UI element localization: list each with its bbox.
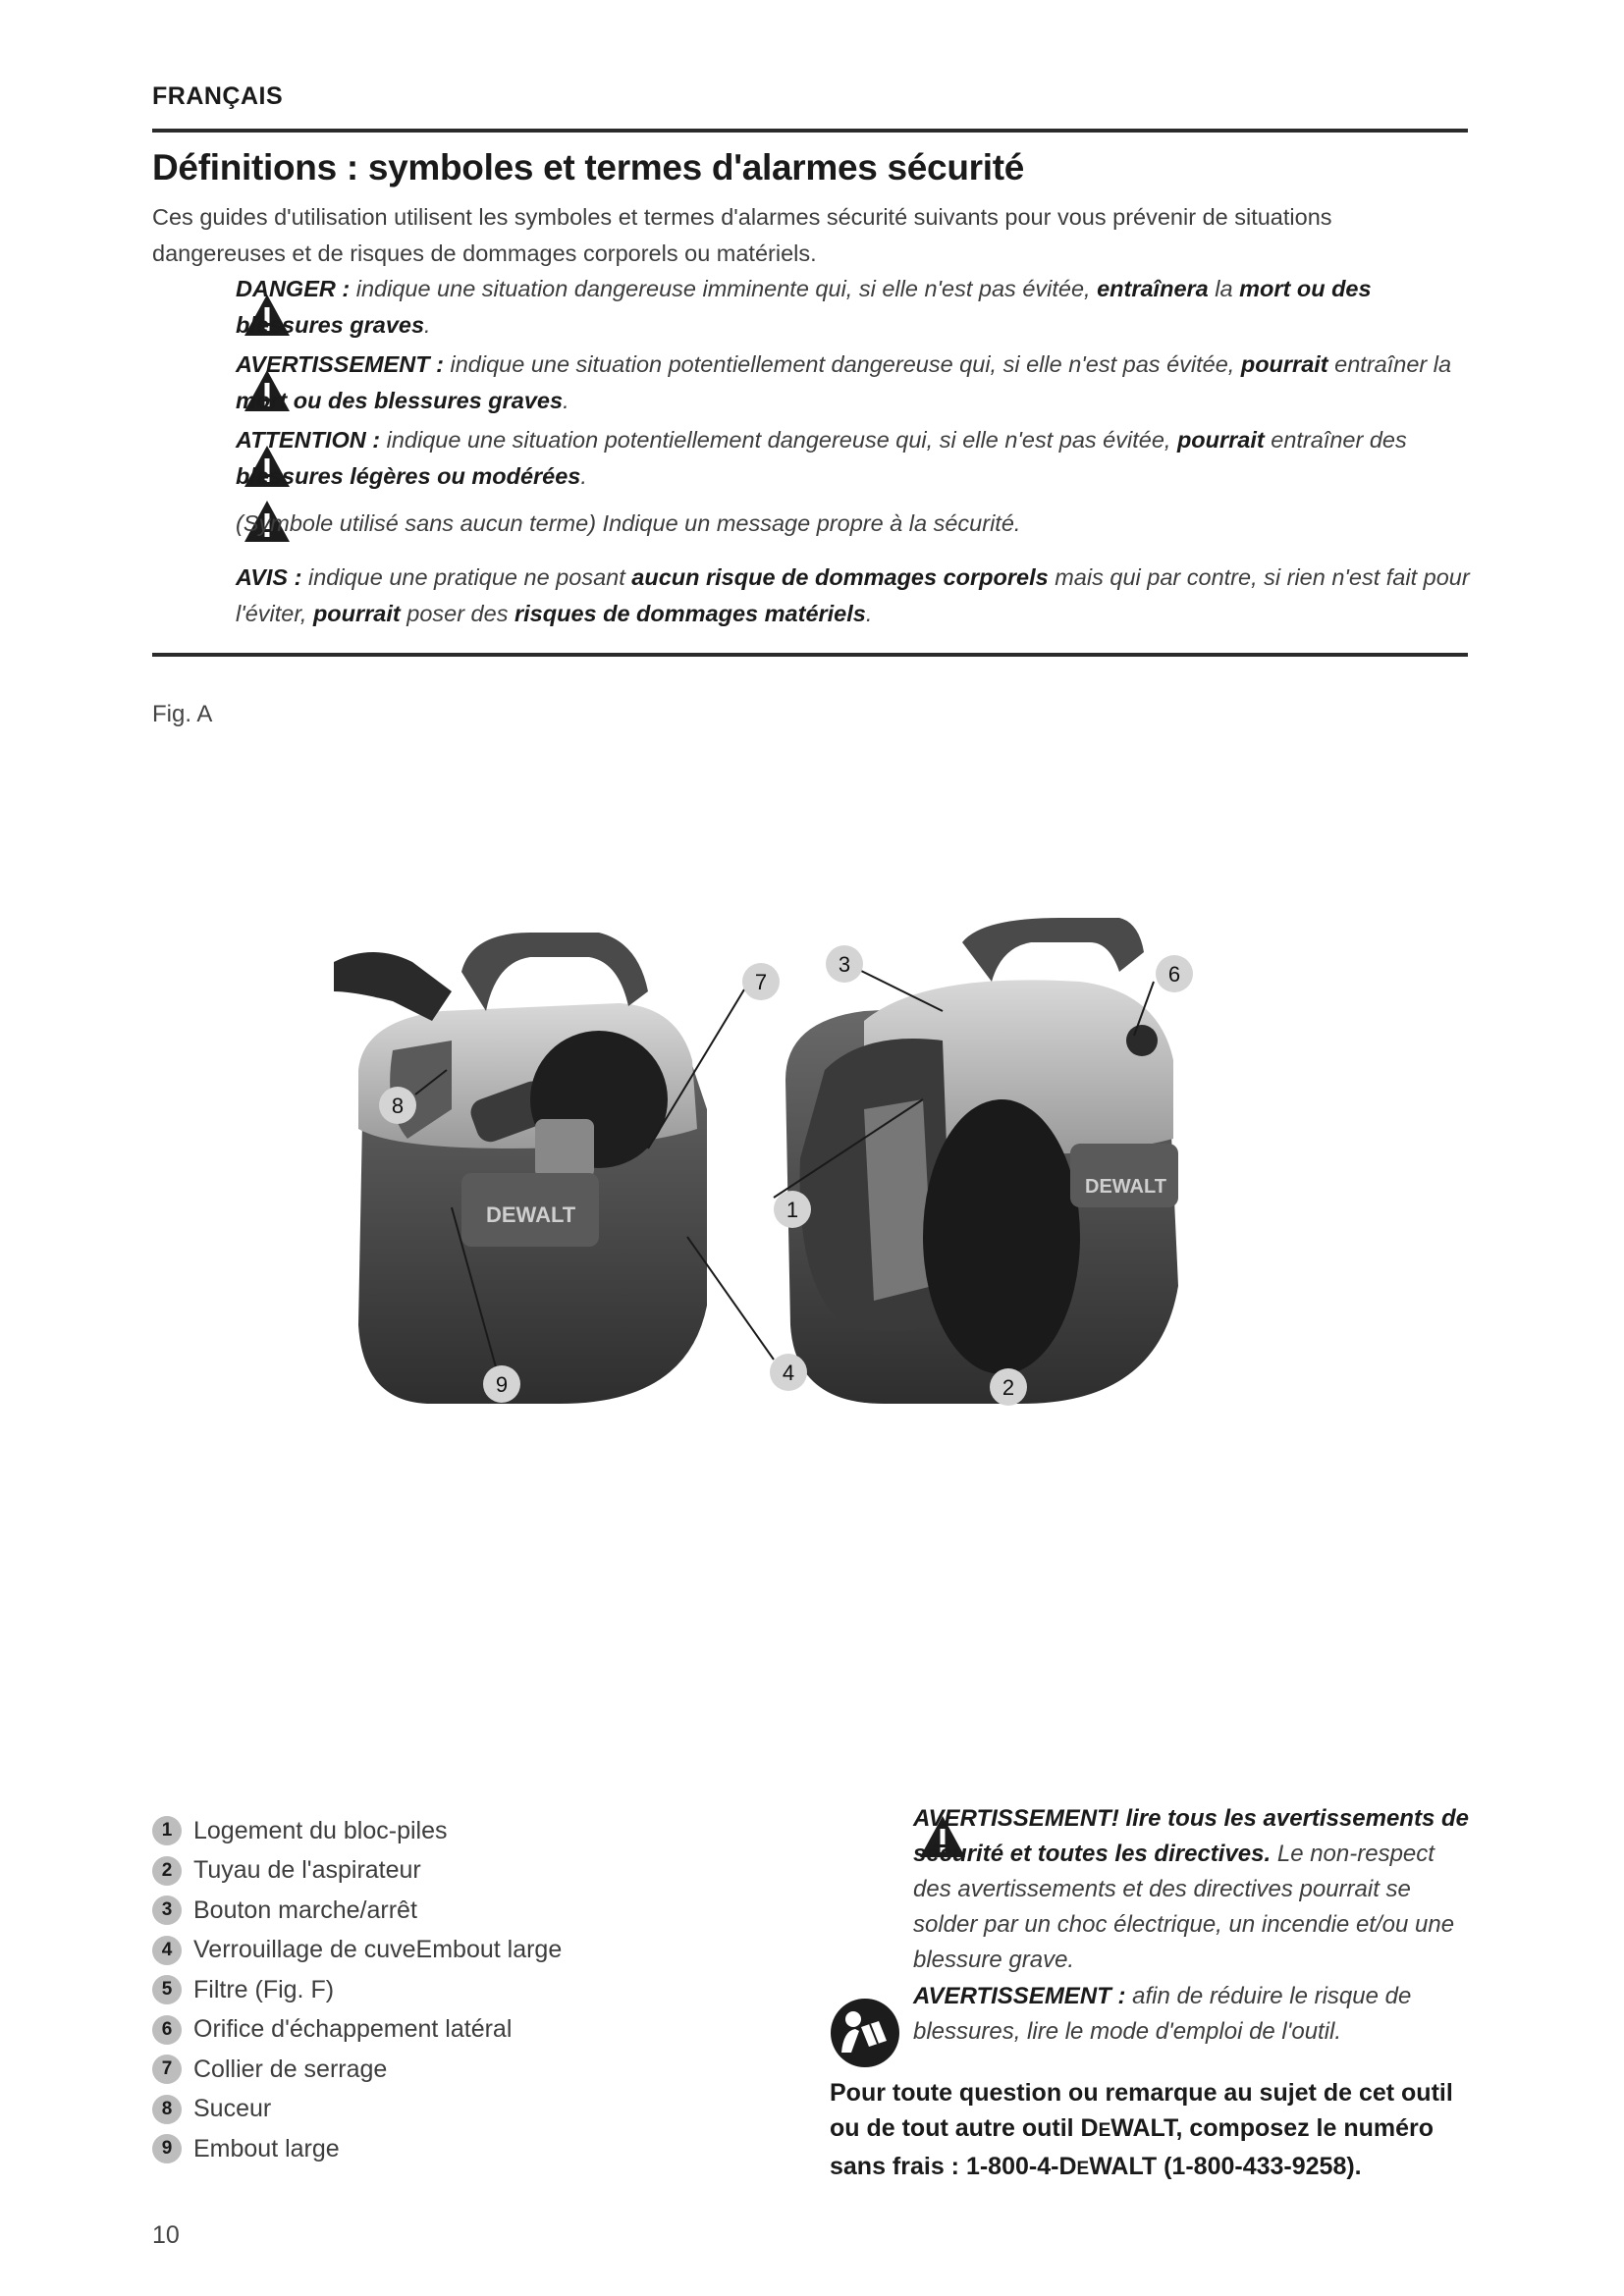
attention-term: ATTENTION : <box>236 427 381 453</box>
figure-label: Fig. A <box>152 701 213 727</box>
danger-term: DANGER : <box>236 276 351 301</box>
legend-label: Filtre (Fig. F) <box>193 1975 335 2003</box>
legend-number: 8 <box>152 2095 182 2124</box>
avertissement-end: . <box>563 388 569 413</box>
legend-number: 9 <box>152 2134 182 2163</box>
right-brand-text: DEWALT <box>1085 1176 1166 1198</box>
intro-paragraph <box>152 199 1448 272</box>
legend-label: Embout large <box>193 2134 340 2163</box>
list-item <box>152 1851 562 1892</box>
legend-number: 3 <box>152 1896 182 1925</box>
svg-text:3: 3 <box>838 952 851 977</box>
definition-danger <box>236 271 1473 344</box>
callout-6 <box>1156 955 1193 992</box>
danger-text-2: la <box>1208 276 1240 301</box>
contact-line-2a: ou de tout autre outil D <box>830 2114 1099 2142</box>
page-number: 10 <box>152 2221 180 2249</box>
avertissement-term: AVERTISSEMENT : <box>236 351 444 377</box>
avis-term: AVIS : <box>236 564 302 590</box>
danger-end: . <box>424 312 431 338</box>
legend-label: Tuyau de l'aspirateur <box>193 1856 421 1885</box>
read-all-line-2: Le non-respect <box>1271 1841 1435 1867</box>
contact-line-1: Pour toute question ou remarque au sujet de cet outil <box>830 2079 1453 2107</box>
legend-label: Bouton marche/arrêt <box>193 1896 417 1924</box>
danger-bold-3: blessures graves <box>236 312 425 338</box>
read-all-line-3: des avertissements et des directives pourrait se <box>913 1876 1411 1902</box>
callout-2 <box>990 1368 1027 1406</box>
avis-text-4: poser des <box>400 601 514 626</box>
manual-warning-line-1: afin de réduire le risque de <box>1125 1983 1412 2009</box>
attention-bold-2: blessures légères ou modérées <box>236 463 581 489</box>
avertissement-text-2: entraîner la <box>1327 351 1452 377</box>
legend-label: Collier de serrage <box>193 2055 388 2083</box>
read-all-line-2-bold: sécurité et toutes les directives. <box>913 1841 1272 1867</box>
section-title: Définitions : symboles et termes d'alarmes sécurité <box>152 147 1025 187</box>
parts-legend <box>152 1811 562 2169</box>
manual-warning-line-2: blessures, lire le mode d'emploi de l'outil. <box>913 2018 1342 2045</box>
list-item <box>152 2129 562 2169</box>
definition-attention <box>236 422 1473 495</box>
svg-text:1: 1 <box>785 1198 799 1222</box>
callout-1 <box>774 1191 811 1228</box>
legend-label: Logement du bloc-piles <box>193 1816 448 1844</box>
contact-info <box>830 2075 1478 2187</box>
header-rule <box>152 129 1468 133</box>
attention-bold-1: pourrait <box>1176 427 1265 453</box>
manual-warning <box>913 1979 1483 2050</box>
contact-line-3-sc: E <box>1076 2159 1090 2179</box>
avis-bold-1: aucun risque de dommages corporels <box>631 564 1049 590</box>
list-item <box>152 2010 562 2051</box>
contact-line-3b: WALT (1-800-433-9258). <box>1089 2153 1362 2180</box>
avis-bold-2: pourrait <box>312 601 401 626</box>
read-all-warning <box>913 1801 1483 1978</box>
read-all-line-1: AVERTISSEMENT! lire tous les avertissements de <box>913 1805 1469 1832</box>
avis-text-2: mais qui par contre, si rien n'est fait pour <box>1048 564 1470 590</box>
list-item <box>152 1970 562 2010</box>
callout-3 <box>826 945 863 983</box>
list-item <box>152 1811 562 1851</box>
avis-text-3: l'éviter, <box>236 601 313 626</box>
language-label: FRANÇAIS <box>152 82 284 110</box>
attention-text-2: entraîner des <box>1264 427 1407 453</box>
list-item <box>152 2090 562 2130</box>
legend-number: 1 <box>152 1816 182 1845</box>
avis-text-1: indique une pratique ne posant <box>301 564 632 590</box>
list-item <box>152 1891 562 1931</box>
intro-line-1: Ces guides d'utilisation utilisent les symboles et termes d'alarmes sécurité suivants pour vous prévenir de situations <box>152 204 1332 230</box>
list-item <box>152 1931 562 1971</box>
avertissement-text-1: indique une situation potentiellement dangereuse qui, si elle n'est pas évitée, <box>443 351 1241 377</box>
callout-4 <box>770 1354 807 1391</box>
contact-line-2-sc: E <box>1098 2120 1111 2141</box>
svg-text:7: 7 <box>754 970 768 994</box>
contact-line-3a: sans frais : 1-800-4-D <box>830 2153 1077 2180</box>
left-vacuum-drawing <box>334 933 707 1404</box>
attention-end: . <box>580 463 587 489</box>
callout-7 <box>742 963 780 1000</box>
svg-text:8: 8 <box>391 1094 405 1118</box>
legend-label: Verrouillage de cuveEmbout large <box>193 1936 563 1964</box>
read-all-line-4: solder par un choc électrique, un incendie et/ou une <box>913 1911 1455 1938</box>
legend-number: 4 <box>152 1936 182 1965</box>
left-brand-text: DEWALT <box>486 1202 576 1227</box>
avertissement-bold-2: mort ou des blessures graves <box>236 388 564 413</box>
danger-text-1: indique une situation dangereuse imminente qui, si elle n'est pas évitée, <box>350 276 1098 301</box>
list-item <box>152 2050 562 2090</box>
legend-number: 6 <box>152 2015 182 2045</box>
danger-bold-2: mort ou des <box>1239 276 1372 301</box>
legend-label: Suceur <box>193 2095 272 2123</box>
read-manual-icon <box>830 1998 900 2068</box>
intro-line-2: dangereuses et de risques de dommages corporels ou matériels. <box>152 240 817 266</box>
definition-avertissement <box>236 347 1473 419</box>
attention-text-1: indique une situation potentiellement dangereuse qui, si elle n'est pas évitée, <box>380 427 1177 453</box>
avis-bold-3: risques de dommages matériels <box>514 601 866 626</box>
legend-number: 5 <box>152 1975 182 2004</box>
right-vacuum-drawing <box>782 918 1181 1404</box>
legend-number: 7 <box>152 2055 182 2084</box>
vacuum-figure <box>314 913 1316 1423</box>
svg-text:2: 2 <box>1001 1375 1015 1400</box>
contact-line-2b: WALT, composez le numéro <box>1110 2114 1435 2142</box>
avertissement-bold-1: pourrait <box>1240 351 1328 377</box>
definition-symbole: (Symbole utilisé sans aucun terme) Indique un message propre à la sécurité. <box>236 510 1021 536</box>
avis-end: . <box>865 601 873 626</box>
manual-warning-term: AVERTISSEMENT : <box>913 1983 1126 2009</box>
svg-text:9: 9 <box>495 1372 509 1397</box>
svg-text:4: 4 <box>782 1361 795 1385</box>
legend-number: 2 <box>152 1856 182 1886</box>
definition-avis <box>236 560 1473 632</box>
callout-9 <box>483 1365 520 1403</box>
definitions-rule <box>152 653 1468 657</box>
read-all-line-5: blessure grave. <box>913 1947 1075 1973</box>
legend-label: Orifice d'échappement latéral <box>193 2015 513 2044</box>
danger-bold-1: entraînera <box>1097 276 1209 301</box>
svg-text:6: 6 <box>1167 962 1181 987</box>
callout-8 <box>379 1087 416 1124</box>
